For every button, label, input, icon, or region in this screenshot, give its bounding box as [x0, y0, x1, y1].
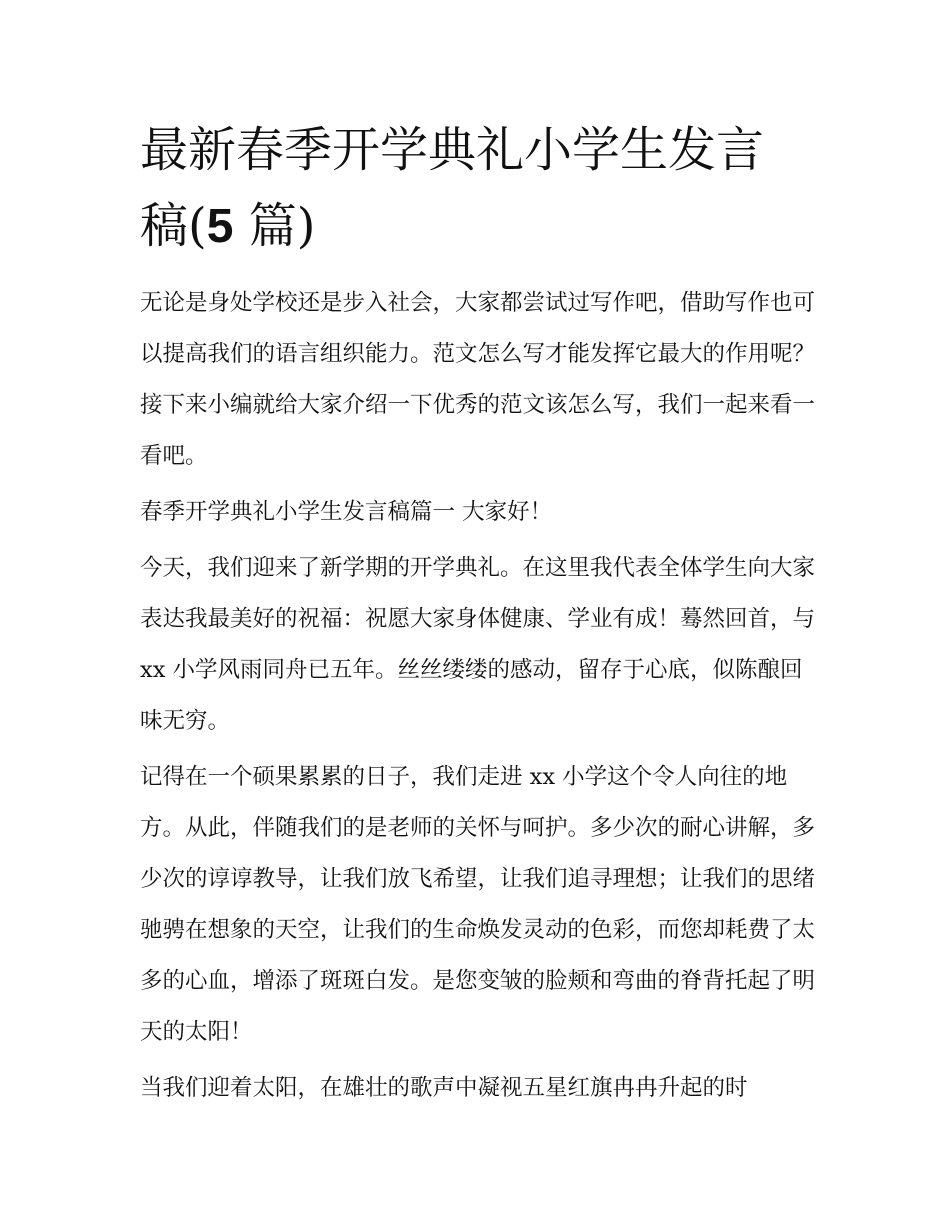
document-body	[140, 278, 816, 1119]
paragraph-memories: 记得在一个硕果累累的日子，我们走进 xx 小学这个令人向往的地方。从此，伴随我们的是老师的关怀与呵护。多少次的耐心讲解，多少次的谆谆教导，让我们放飞希望，让我们追寻理想；让我们的思绪驰骋在想象的天空，让我们的生命焕发灵动的色彩，而您却耗费了太多的心血，增添了斑斑白发。是您变皱的脸颊和弯曲的脊背托起了明天的太阳！	[140, 764, 816, 1045]
paragraph-intro: 无论是身处学校还是步入社会，大家都尝试过写作吧，借助写作也可以提高我们的语言组织能力。范文怎么写才能发挥它最大的作用呢？接下来小编就给大家介绍一下优秀的范文该怎么写，我们一起来看一看吧。	[140, 290, 816, 469]
paragraph-section-heading: 春季开学典礼小学生发言稿篇一 大家好！	[140, 499, 553, 525]
title-line-2-suffix: 篇)	[233, 198, 316, 254]
document-title	[140, 112, 820, 265]
paragraph-greeting: 今天，我们迎来了新学期的开学典礼。在这里我代表全体学生向大家表达我最美好的祝福：祝愿大家身体健康、学业有成！蓦然回首，与 xx 小学风雨同舟已五年。丝丝缕缕的感动，留存于心底，似陈酿回味无穷。	[140, 555, 816, 734]
title-line-2-prefix: 稿(	[140, 198, 207, 254]
title-count: 5	[206, 200, 234, 253]
title-line-1: 最新春季开学典礼小学生发言	[140, 122, 765, 178]
paragraph-flag: 当我们迎着太阳，在雄壮的歌声中凝视五星红旗冉冉升起的时	[140, 1075, 748, 1101]
